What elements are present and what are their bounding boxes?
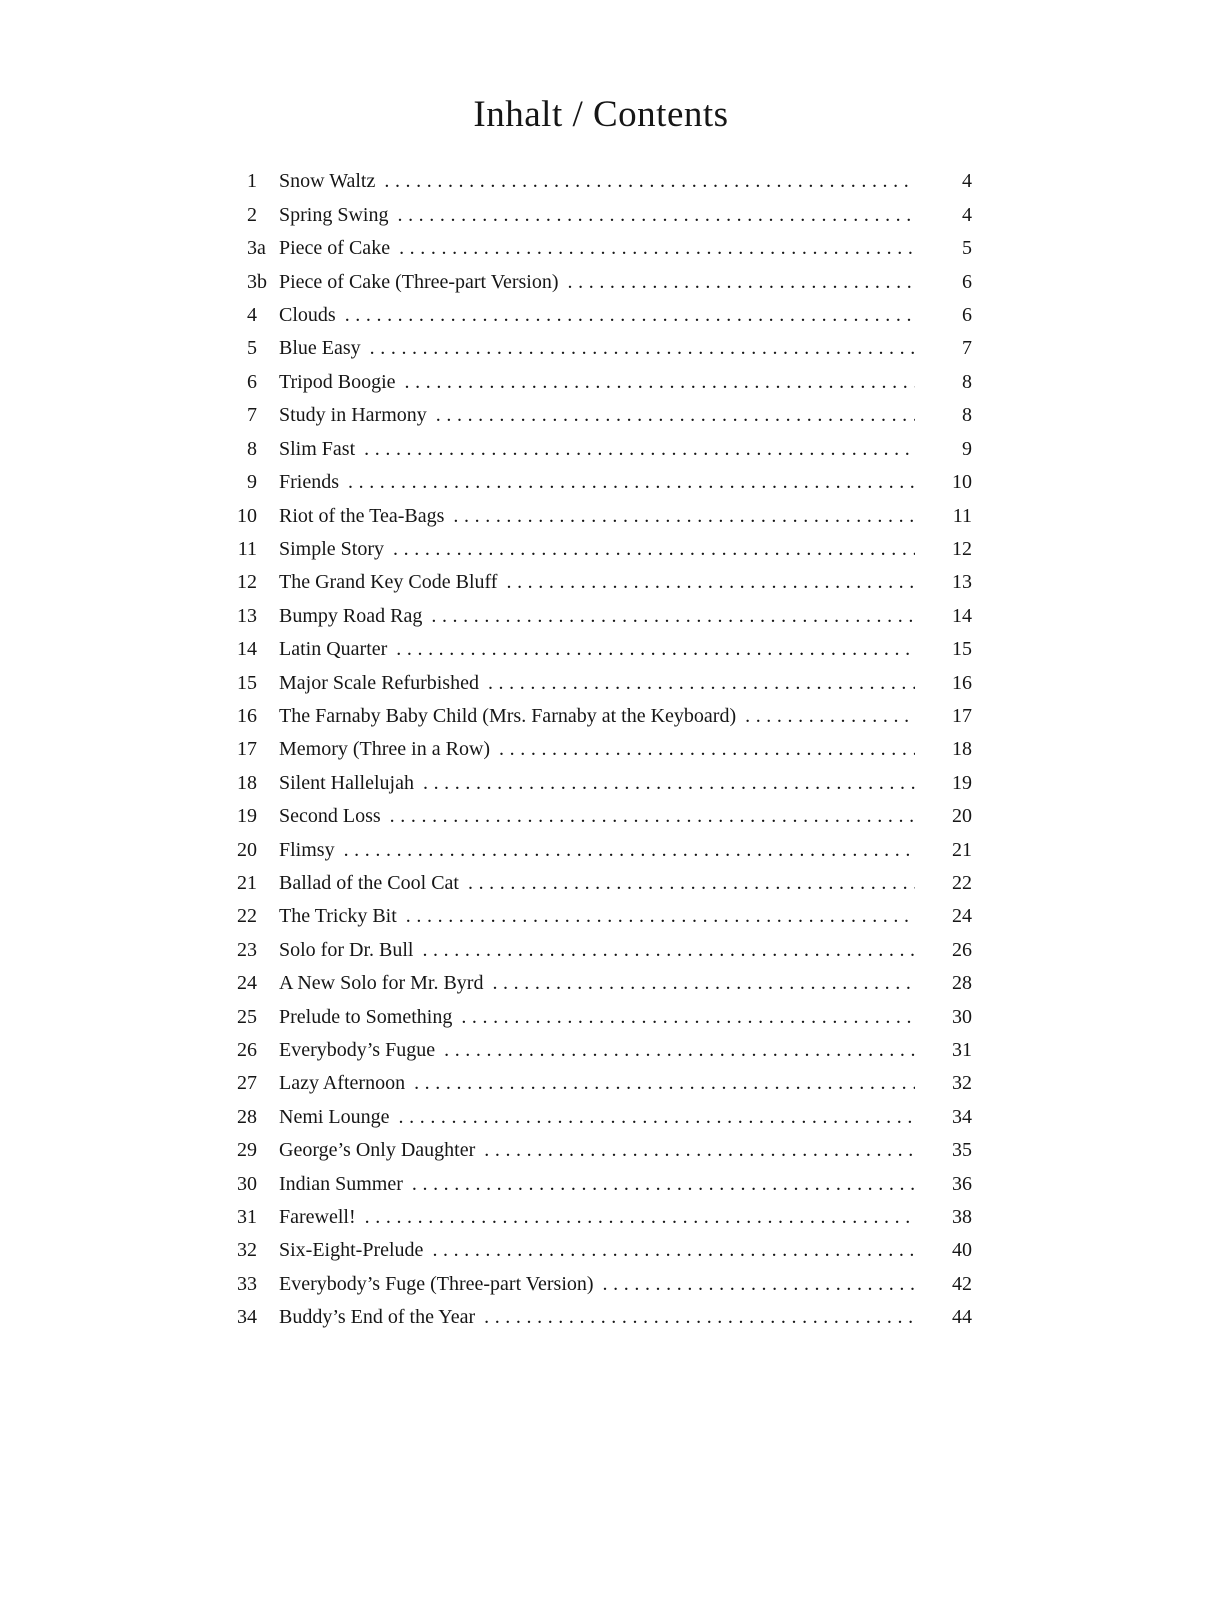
entry-page: 22 [952,871,972,894]
dot-leader [488,667,915,700]
entry-number-digits: 18 [237,771,257,794]
page-title: Inhalt / Contents [473,94,729,135]
entry-number-digits: 27 [237,1072,257,1095]
entry-title: Six-Eight-Prelude [279,1239,424,1262]
entry-number-digits: 22 [237,905,257,928]
entry-number-digits: 19 [237,805,257,828]
dot-leader [453,500,915,533]
entry-number [230,500,257,533]
entry-number-suffix: b [257,270,267,293]
entry-number [230,633,257,666]
entry-number [230,1001,257,1034]
entry-number-digits: 12 [237,571,257,594]
dot-leader [370,332,915,365]
entry-number-digits: 8 [247,437,257,460]
entry-page: 26 [952,938,972,961]
entry-title: Everybody’s Fuge (Three-part Version) [279,1272,594,1295]
entry-number-digits: 2 [247,203,257,226]
dot-leader [348,466,915,499]
entry-page: 16 [952,671,972,694]
entry-title: The Farnaby Baby Child (Mrs. Farnaby at the Keyboard) [279,704,737,727]
toc-row [230,967,972,1000]
entry-page: 35 [952,1139,972,1162]
entry-number [230,1168,257,1201]
entry-page: 40 [952,1239,972,1262]
toc-list [230,165,972,1334]
entry-page: 13 [952,571,972,594]
entry-page: 15 [952,638,972,661]
entry-title: Lazy Afternoon [279,1072,406,1095]
entry-number [230,566,257,599]
entry-number [230,700,257,733]
toc-row [230,1001,972,1034]
entry-title: Silent Hallelujah [279,771,414,794]
entry-page: 44 [952,1306,972,1329]
dot-leader [397,199,915,232]
entry-number-digits: 16 [237,704,257,727]
entry-number [230,533,257,566]
dot-leader [393,533,915,566]
entry-number-digits: 26 [237,1039,257,1061]
entry-number [230,867,257,900]
toc-row [230,1168,972,1201]
toc-row [230,900,972,933]
toc-row [230,533,972,566]
toc-row [230,1301,972,1334]
entry-title: Buddy’s End of the Year [279,1306,476,1329]
entry-page: 4 [962,203,972,226]
entry-number [230,600,257,633]
dot-leader [345,299,915,332]
dot-leader [390,800,915,833]
entry-number-digits: 4 [247,304,257,327]
dot-leader [399,1101,915,1134]
dot-leader [364,433,915,466]
entry-title: Solo for Dr. Bull [279,938,414,961]
toc-row [230,332,972,365]
dot-leader [603,1268,915,1301]
entry-number [230,1268,257,1301]
entry-page: 8 [962,404,972,427]
entry-title: Memory (Three in a Row) [279,738,491,761]
entry-number-digits: 9 [247,471,257,494]
entry-title: Bumpy Road Rag [279,604,423,627]
entry-number [230,1034,257,1067]
entry-page: 4 [962,170,972,193]
entry-title: Second Loss [279,805,381,828]
entry-title: Ballad of the Cool Cat [279,871,459,894]
entry-title: Spring Swing [279,203,389,226]
toc-row [230,700,972,733]
entry-number-digits: 11 [237,537,257,560]
entry-page: 32 [952,1072,972,1095]
toc-row [230,232,972,265]
entry-number-digits: 31 [237,1206,257,1229]
entry-number [230,934,257,967]
entry-title: Blue Easy [279,337,361,360]
entry-title: Indian Summer [279,1172,403,1195]
toc-row [230,165,972,198]
entry-page: 11 [952,504,972,527]
entry-title: Flimsy [279,838,335,861]
toc-row [230,466,972,499]
entry-page: 20 [952,805,972,828]
entry-title: A New Solo for Mr. Byrd [279,972,484,995]
dot-leader [365,1201,915,1234]
entry-page: 12 [952,537,972,560]
entry-title: Piece of Cake [279,237,391,260]
entry-page: 6 [962,304,972,327]
toc-row [230,500,972,533]
entry-title: Riot of the Tea-Bags [279,504,445,527]
toc-row [230,633,972,666]
entry-number [230,1067,257,1100]
toc-row [230,1067,972,1100]
dot-leader [399,232,915,265]
entry-title: Major Scale Refurbished [279,671,479,694]
entry-number [230,767,257,800]
dot-leader [444,1034,915,1067]
entry-number [230,1234,257,1267]
entry-number [230,332,257,365]
entry-number [230,667,257,700]
entry-page: 30 [952,1005,972,1028]
entry-title: The Tricky Bit [279,905,397,928]
entry-number [230,199,257,232]
entry-page: 9 [962,437,972,460]
toc-row [230,667,972,700]
entry-page: 21 [952,838,972,861]
entry-number-digits: 21 [237,871,257,894]
entry-page: 17 [952,704,972,727]
toc-row [230,1101,972,1134]
entry-number-digits: 30 [237,1172,257,1195]
entry-page: 34 [952,1105,972,1128]
entry-number-digits: 6 [247,370,257,393]
entry-number [230,967,257,1000]
entry-title: Prelude to Something [279,1005,453,1028]
entry-number [230,900,257,933]
dot-leader [484,1134,915,1167]
dot-leader [568,266,915,299]
entry-number-digits: 3 [247,237,257,260]
entry-number [230,1201,257,1234]
entry-number [230,733,257,766]
entry-number-digits: 34 [237,1306,257,1329]
entry-number-digits: 13 [237,604,257,627]
entry-number [230,165,257,198]
entry-number [230,800,257,833]
entry-number-digits: 14 [237,638,257,661]
dot-leader [422,934,915,967]
toc-row [230,800,972,833]
entry-page: 31 [952,1039,972,1061]
dot-leader [432,1234,915,1267]
dot-leader [414,1067,915,1100]
entry-page: 6 [962,270,972,293]
entry-number [230,266,267,299]
entry-number-digits: 28 [237,1105,257,1128]
toc-row [230,867,972,900]
entry-number-digits: 29 [237,1139,257,1162]
entry-title: Clouds [279,304,336,327]
entry-number [230,1301,257,1334]
entry-title: Tripod Boogie [279,370,396,393]
toc-row [230,733,972,766]
toc-row [230,299,972,332]
toc-row [230,934,972,967]
entry-page: 18 [952,738,972,761]
entry-number-digits: 17 [237,738,257,761]
entry-number [230,1101,257,1134]
entry-number-digits: 10 [237,504,257,527]
dot-leader [396,633,915,666]
toc-row [230,1234,972,1267]
entry-number-digits: 20 [237,838,257,861]
dot-leader [412,1168,915,1201]
entry-title: Friends [279,471,339,494]
entry-number-suffix: a [257,237,266,260]
toc-content [230,0,972,1335]
entry-page: 8 [962,370,972,393]
entry-title: Nemi Lounge [279,1105,390,1128]
entry-title: Everybody’s Fugue [279,1039,436,1061]
entry-number-digits: 15 [237,671,257,694]
entry-number-digits: 23 [237,938,257,961]
entry-page: 10 [952,471,972,494]
dot-leader [436,399,915,432]
entry-page: 14 [952,604,972,627]
entry-title: Latin Quarter [279,638,388,661]
toc-row [230,834,972,867]
entry-number [230,834,257,867]
entry-page: 36 [952,1172,972,1195]
entry-page: 42 [952,1272,972,1295]
entry-number-digits: 5 [247,337,257,360]
toc-row [230,199,972,232]
entry-title: George’s Only Daughter [279,1139,476,1162]
toc-row [230,266,972,299]
dot-leader [499,733,915,766]
entry-title: Snow Waltz [279,170,376,193]
toc-row [230,1134,972,1167]
dot-leader [406,900,915,933]
entry-number-digits: 3 [247,270,257,293]
entry-number [230,433,257,466]
toc-row [230,399,972,432]
entry-number [230,1134,257,1167]
entry-page: 38 [952,1206,972,1229]
entry-title: Slim Fast [279,437,356,460]
dot-leader [461,1001,915,1034]
dot-leader [423,767,915,800]
toc-row [230,1034,972,1067]
toc-row [230,566,972,599]
dot-leader [745,700,915,733]
toc-row [230,1201,972,1234]
entry-title: Piece of Cake (Three-part Version) [279,270,559,293]
dot-leader [484,1301,915,1334]
entry-number [230,366,257,399]
entry-title: Farewell! [279,1206,356,1229]
dot-leader [506,566,915,599]
dot-leader [431,600,915,633]
entry-page: 5 [962,237,972,260]
entry-title: Simple Story [279,537,385,560]
entry-number-digits: 7 [247,404,257,427]
entry-number-digits: 24 [237,972,257,995]
dot-leader [344,834,915,867]
dot-leader [405,366,915,399]
entry-number-digits: 1 [247,170,257,193]
entry-number [230,232,266,265]
entry-number [230,399,257,432]
toc-row [230,366,972,399]
entry-number-digits: 32 [237,1239,257,1262]
entry-page: 28 [952,972,972,995]
dot-leader [468,867,915,900]
entry-page: 19 [952,771,972,794]
dot-leader [384,165,915,198]
entry-title: Study in Harmony [279,404,427,427]
dot-leader [492,967,915,1000]
toc-row [230,600,972,633]
toc-row [230,767,972,800]
entry-number [230,466,257,499]
toc-row [230,433,972,466]
entry-title: The Grand Key Code Bluff [279,571,498,594]
toc-row [230,1268,972,1301]
entry-number-digits: 25 [237,1005,257,1028]
entry-number-digits: 33 [237,1272,257,1295]
entry-number [230,299,257,332]
entry-page: 24 [952,905,972,928]
entry-page: 7 [962,337,972,360]
